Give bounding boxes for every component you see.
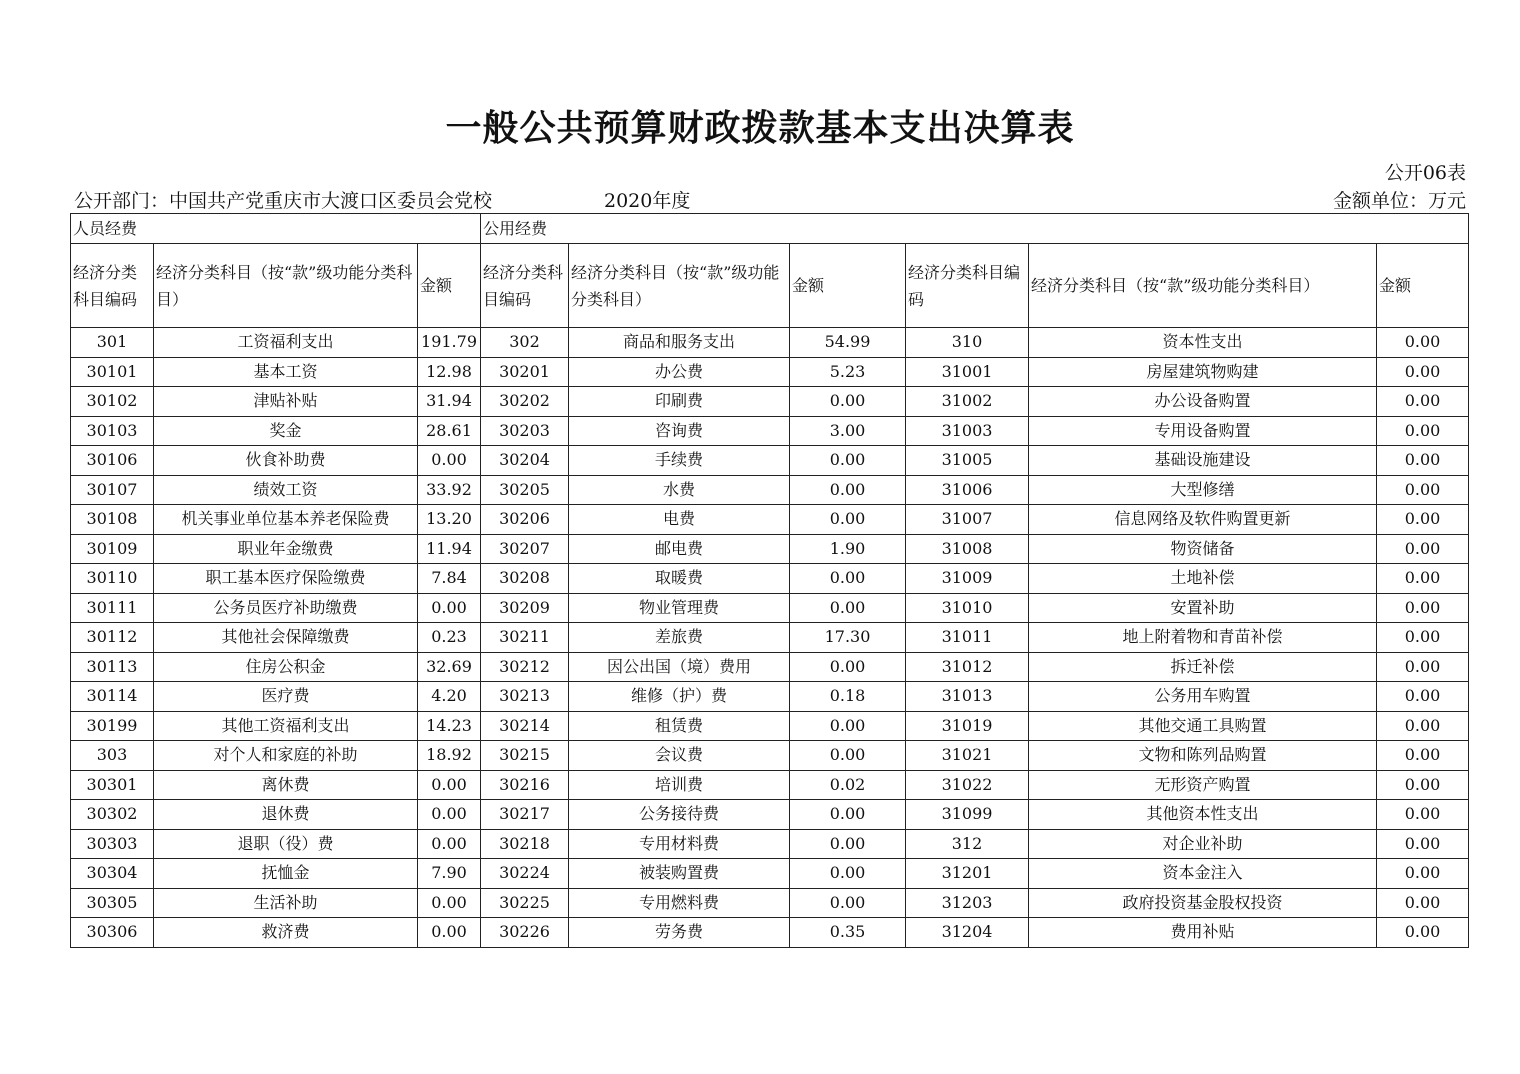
cell-name: 工资福利支出 <box>154 328 418 358</box>
cell-amount: 54.99 <box>790 328 906 358</box>
cell-amount: 0.00 <box>1377 505 1469 535</box>
header-name-2: 经济分类科目（按“款”级功能分类科目） <box>569 244 790 328</box>
cell-name: 其他社会保障缴费 <box>154 623 418 653</box>
table-number: 公开06表 <box>1384 162 1466 184</box>
table-row <box>71 741 1469 771</box>
cell-name: 公务员医疗补助缴费 <box>154 593 418 623</box>
cell-amount: 0.00 <box>1377 593 1469 623</box>
cell-name: 生活补助 <box>154 888 418 918</box>
cell-code: 31019 <box>906 711 1029 741</box>
cell-code: 31021 <box>906 741 1029 771</box>
cell-code: 312 <box>906 829 1029 859</box>
cell-name: 培训费 <box>569 770 790 800</box>
cell-name: 绩效工资 <box>154 475 418 505</box>
section-personnel: 人员经费 <box>71 214 481 244</box>
cell-name: 公务用车购置 <box>1029 682 1377 712</box>
cell-code: 30110 <box>71 564 154 594</box>
cell-amount: 31.94 <box>418 387 481 417</box>
cell-name: 救济费 <box>154 918 418 948</box>
cell-name: 电费 <box>569 505 790 535</box>
cell-amount: 0.00 <box>1377 357 1469 387</box>
expenditure-table <box>70 213 1469 948</box>
cell-amount: 0.00 <box>1377 829 1469 859</box>
cell-name: 办公费 <box>569 357 790 387</box>
table-row <box>71 859 1469 889</box>
cell-code: 30114 <box>71 682 154 712</box>
cell-code: 30112 <box>71 623 154 653</box>
unit-label: 金额单位：万元 <box>1332 190 1466 212</box>
cell-name: 咨询费 <box>569 416 790 446</box>
cell-name: 手续费 <box>569 446 790 476</box>
table-row <box>71 682 1469 712</box>
header-amount-2: 金额 <box>790 244 906 328</box>
cell-code: 30102 <box>71 387 154 417</box>
cell-name: 办公设备购置 <box>1029 387 1377 417</box>
cell-amount: 0.00 <box>790 505 906 535</box>
cell-amount: 0.00 <box>1377 682 1469 712</box>
cell-code: 31002 <box>906 387 1029 417</box>
table-row <box>71 534 1469 564</box>
table-row <box>71 888 1469 918</box>
cell-name: 奖金 <box>154 416 418 446</box>
cell-name: 机关事业单位基本养老保险费 <box>154 505 418 535</box>
cell-name: 差旅费 <box>569 623 790 653</box>
cell-amount: 5.23 <box>790 357 906 387</box>
cell-code: 31013 <box>906 682 1029 712</box>
cell-code: 30205 <box>481 475 569 505</box>
meta-row <box>74 186 1466 212</box>
cell-code: 30225 <box>481 888 569 918</box>
cell-code: 30301 <box>71 770 154 800</box>
cell-name: 安置补助 <box>1029 593 1377 623</box>
cell-code: 30217 <box>481 800 569 830</box>
cell-code: 31005 <box>906 446 1029 476</box>
cell-amount: 3.00 <box>790 416 906 446</box>
cell-name: 印刷费 <box>569 387 790 417</box>
cell-amount: 0.00 <box>1377 741 1469 771</box>
header-amount-3: 金额 <box>1377 244 1469 328</box>
cell-code: 30211 <box>481 623 569 653</box>
cell-amount: 0.00 <box>1377 770 1469 800</box>
cell-code: 30101 <box>71 357 154 387</box>
table-row <box>71 416 1469 446</box>
cell-amount: 0.00 <box>1377 711 1469 741</box>
table-row <box>71 711 1469 741</box>
cell-name: 医疗费 <box>154 682 418 712</box>
cell-code: 30213 <box>481 682 569 712</box>
cell-name: 水费 <box>569 475 790 505</box>
cell-code: 30106 <box>71 446 154 476</box>
table-row <box>71 652 1469 682</box>
cell-amount: 0.00 <box>790 475 906 505</box>
cell-code: 30201 <box>481 357 569 387</box>
cell-code: 31010 <box>906 593 1029 623</box>
cell-name: 无形资产购置 <box>1029 770 1377 800</box>
cell-amount: 0.00 <box>1377 623 1469 653</box>
cell-amount: 0.00 <box>790 888 906 918</box>
cell-name: 邮电费 <box>569 534 790 564</box>
cell-amount: 0.00 <box>1377 918 1469 948</box>
cell-amount: 0.00 <box>418 800 481 830</box>
header-code-3: 经济分类科目编码 <box>906 244 1029 328</box>
cell-code: 31099 <box>906 800 1029 830</box>
cell-amount: 0.00 <box>790 829 906 859</box>
cell-amount: 0.00 <box>1377 328 1469 358</box>
table-row <box>71 328 1469 358</box>
table-row <box>71 770 1469 800</box>
cell-code: 30218 <box>481 829 569 859</box>
table-row <box>71 505 1469 535</box>
table-row <box>71 564 1469 594</box>
cell-amount: 0.00 <box>790 593 906 623</box>
cell-amount: 14.23 <box>418 711 481 741</box>
cell-name: 物业管理费 <box>569 593 790 623</box>
cell-name: 离休费 <box>154 770 418 800</box>
department-label: 公开部门：中国共产党重庆市大渡口区委员会党校 <box>74 190 493 212</box>
cell-code: 303 <box>71 741 154 771</box>
cell-name: 津贴补贴 <box>154 387 418 417</box>
cell-code: 30215 <box>481 741 569 771</box>
cell-amount: 0.00 <box>1377 800 1469 830</box>
cell-name: 对企业补助 <box>1029 829 1377 859</box>
cell-amount: 0.00 <box>1377 859 1469 889</box>
page-title: 一般公共预算财政拨款基本支出决算表 <box>445 108 1075 149</box>
table-row <box>71 800 1469 830</box>
cell-amount: 0.00 <box>1377 446 1469 476</box>
cell-code: 310 <box>906 328 1029 358</box>
cell-code: 30109 <box>71 534 154 564</box>
cell-amount: 0.35 <box>790 918 906 948</box>
cell-code: 31012 <box>906 652 1029 682</box>
cell-name: 基础设施建设 <box>1029 446 1377 476</box>
cell-code: 30113 <box>71 652 154 682</box>
cell-amount: 0.00 <box>790 446 906 476</box>
section-public: 公用经费 <box>481 214 1469 244</box>
cell-amount: 0.00 <box>790 741 906 771</box>
cell-name: 拆迁补偿 <box>1029 652 1377 682</box>
cell-name: 专用燃料费 <box>569 888 790 918</box>
cell-amount: 0.00 <box>1377 652 1469 682</box>
header-name-1: 经济分类科目（按“款”级功能分类科目） <box>154 244 418 328</box>
cell-name: 退职（役）费 <box>154 829 418 859</box>
cell-code: 30226 <box>481 918 569 948</box>
cell-name: 抚恤金 <box>154 859 418 889</box>
cell-code: 31008 <box>906 534 1029 564</box>
cell-code: 31011 <box>906 623 1029 653</box>
cell-name: 退休费 <box>154 800 418 830</box>
cell-name: 伙食补助费 <box>154 446 418 476</box>
cell-code: 31022 <box>906 770 1029 800</box>
cell-amount: 0.00 <box>1377 387 1469 417</box>
cell-amount: 0.00 <box>418 593 481 623</box>
table-row <box>71 829 1469 859</box>
cell-code: 30208 <box>481 564 569 594</box>
cell-name: 大型修缮 <box>1029 475 1377 505</box>
table-row <box>71 593 1469 623</box>
cell-name: 基本工资 <box>154 357 418 387</box>
cell-code: 30305 <box>71 888 154 918</box>
table-row <box>71 387 1469 417</box>
cell-name: 政府投资基金股权投资 <box>1029 888 1377 918</box>
cell-amount: 13.20 <box>418 505 481 535</box>
section-row <box>71 214 1469 244</box>
cell-name: 其他工资福利支出 <box>154 711 418 741</box>
cell-code: 30111 <box>71 593 154 623</box>
cell-code: 30203 <box>481 416 569 446</box>
table-row <box>71 446 1469 476</box>
cell-amount: 0.00 <box>418 446 481 476</box>
cell-code: 30202 <box>481 387 569 417</box>
cell-amount: 0.00 <box>418 918 481 948</box>
header-row <box>71 244 1469 328</box>
cell-code: 30108 <box>71 505 154 535</box>
cell-code: 30107 <box>71 475 154 505</box>
cell-code: 31009 <box>906 564 1029 594</box>
cell-code: 31203 <box>906 888 1029 918</box>
cell-amount: 0.00 <box>1377 475 1469 505</box>
cell-name: 土地补偿 <box>1029 564 1377 594</box>
cell-name: 维修（护）费 <box>569 682 790 712</box>
cell-code: 30204 <box>481 446 569 476</box>
cell-name: 专用设备购置 <box>1029 416 1377 446</box>
cell-name: 对个人和家庭的补助 <box>154 741 418 771</box>
cell-code: 30209 <box>481 593 569 623</box>
cell-name: 被装购置费 <box>569 859 790 889</box>
cell-code: 31001 <box>906 357 1029 387</box>
cell-amount: 0.00 <box>790 711 906 741</box>
cell-amount: 7.90 <box>418 859 481 889</box>
cell-amount: 0.00 <box>790 800 906 830</box>
cell-amount: 0.00 <box>418 770 481 800</box>
table-row <box>71 357 1469 387</box>
cell-code: 301 <box>71 328 154 358</box>
cell-name: 地上附着物和青苗补偿 <box>1029 623 1377 653</box>
cell-name: 资本金注入 <box>1029 859 1377 889</box>
cell-amount: 28.61 <box>418 416 481 446</box>
cell-amount: 11.94 <box>418 534 481 564</box>
cell-name: 公务接待费 <box>569 800 790 830</box>
cell-code: 30303 <box>71 829 154 859</box>
cell-code: 30212 <box>481 652 569 682</box>
cell-code: 30214 <box>481 711 569 741</box>
cell-code: 30224 <box>481 859 569 889</box>
cell-name: 专用材料费 <box>569 829 790 859</box>
cell-name: 其他交通工具购置 <box>1029 711 1377 741</box>
cell-name: 劳务费 <box>569 918 790 948</box>
cell-code: 30207 <box>481 534 569 564</box>
header-amount-1: 金额 <box>418 244 481 328</box>
cell-amount: 0.00 <box>790 564 906 594</box>
cell-amount: 0.00 <box>1377 564 1469 594</box>
cell-amount: 0.23 <box>418 623 481 653</box>
cell-name: 因公出国（境）费用 <box>569 652 790 682</box>
cell-code: 30199 <box>71 711 154 741</box>
cell-amount: 0.00 <box>1377 416 1469 446</box>
cell-amount: 191.79 <box>418 328 481 358</box>
cell-amount: 0.02 <box>790 770 906 800</box>
cell-code: 30304 <box>71 859 154 889</box>
cell-code: 30306 <box>71 918 154 948</box>
cell-amount: 0.00 <box>1377 534 1469 564</box>
cell-amount: 0.00 <box>418 829 481 859</box>
cell-code: 30216 <box>481 770 569 800</box>
cell-code: 31201 <box>906 859 1029 889</box>
cell-code: 30206 <box>481 505 569 535</box>
cell-code: 30302 <box>71 800 154 830</box>
cell-amount: 32.69 <box>418 652 481 682</box>
cell-code: 302 <box>481 328 569 358</box>
cell-name: 资本性支出 <box>1029 328 1377 358</box>
cell-name: 信息网络及软件购置更新 <box>1029 505 1377 535</box>
cell-amount: 12.98 <box>418 357 481 387</box>
cell-name: 职业年金缴费 <box>154 534 418 564</box>
cell-amount: 0.00 <box>790 387 906 417</box>
cell-name: 物资储备 <box>1029 534 1377 564</box>
table-row <box>71 918 1469 948</box>
header-code-2: 经济分类科目编码 <box>481 244 569 328</box>
cell-amount: 0.00 <box>790 652 906 682</box>
cell-name: 住房公积金 <box>154 652 418 682</box>
cell-name: 费用补贴 <box>1029 918 1377 948</box>
cell-name: 商品和服务支出 <box>569 328 790 358</box>
cell-amount: 18.92 <box>418 741 481 771</box>
table-row <box>71 475 1469 505</box>
cell-code: 30103 <box>71 416 154 446</box>
cell-name: 其他资本性支出 <box>1029 800 1377 830</box>
cell-amount: 0.00 <box>1377 888 1469 918</box>
cell-name: 房屋建筑物购建 <box>1029 357 1377 387</box>
cell-amount: 17.30 <box>790 623 906 653</box>
cell-name: 取暖费 <box>569 564 790 594</box>
cell-amount: 7.84 <box>418 564 481 594</box>
cell-amount: 1.90 <box>790 534 906 564</box>
header-name-3: 经济分类科目（按“款”级功能分类科目） <box>1029 244 1377 328</box>
cell-code: 31007 <box>906 505 1029 535</box>
cell-amount: 33.92 <box>418 475 481 505</box>
year-label: 2020年度 <box>604 190 691 212</box>
cell-amount: 0.00 <box>790 859 906 889</box>
cell-name: 会议费 <box>569 741 790 771</box>
cell-amount: 4.20 <box>418 682 481 712</box>
cell-name: 租赁费 <box>569 711 790 741</box>
header-code-1: 经济分类科目编码 <box>71 244 154 328</box>
cell-code: 31006 <box>906 475 1029 505</box>
cell-code: 31204 <box>906 918 1029 948</box>
cell-code: 31003 <box>906 416 1029 446</box>
cell-name: 职工基本医疗保险缴费 <box>154 564 418 594</box>
table-row <box>71 623 1469 653</box>
cell-amount: 0.18 <box>790 682 906 712</box>
cell-name: 文物和陈列品购置 <box>1029 741 1377 771</box>
cell-amount: 0.00 <box>418 888 481 918</box>
